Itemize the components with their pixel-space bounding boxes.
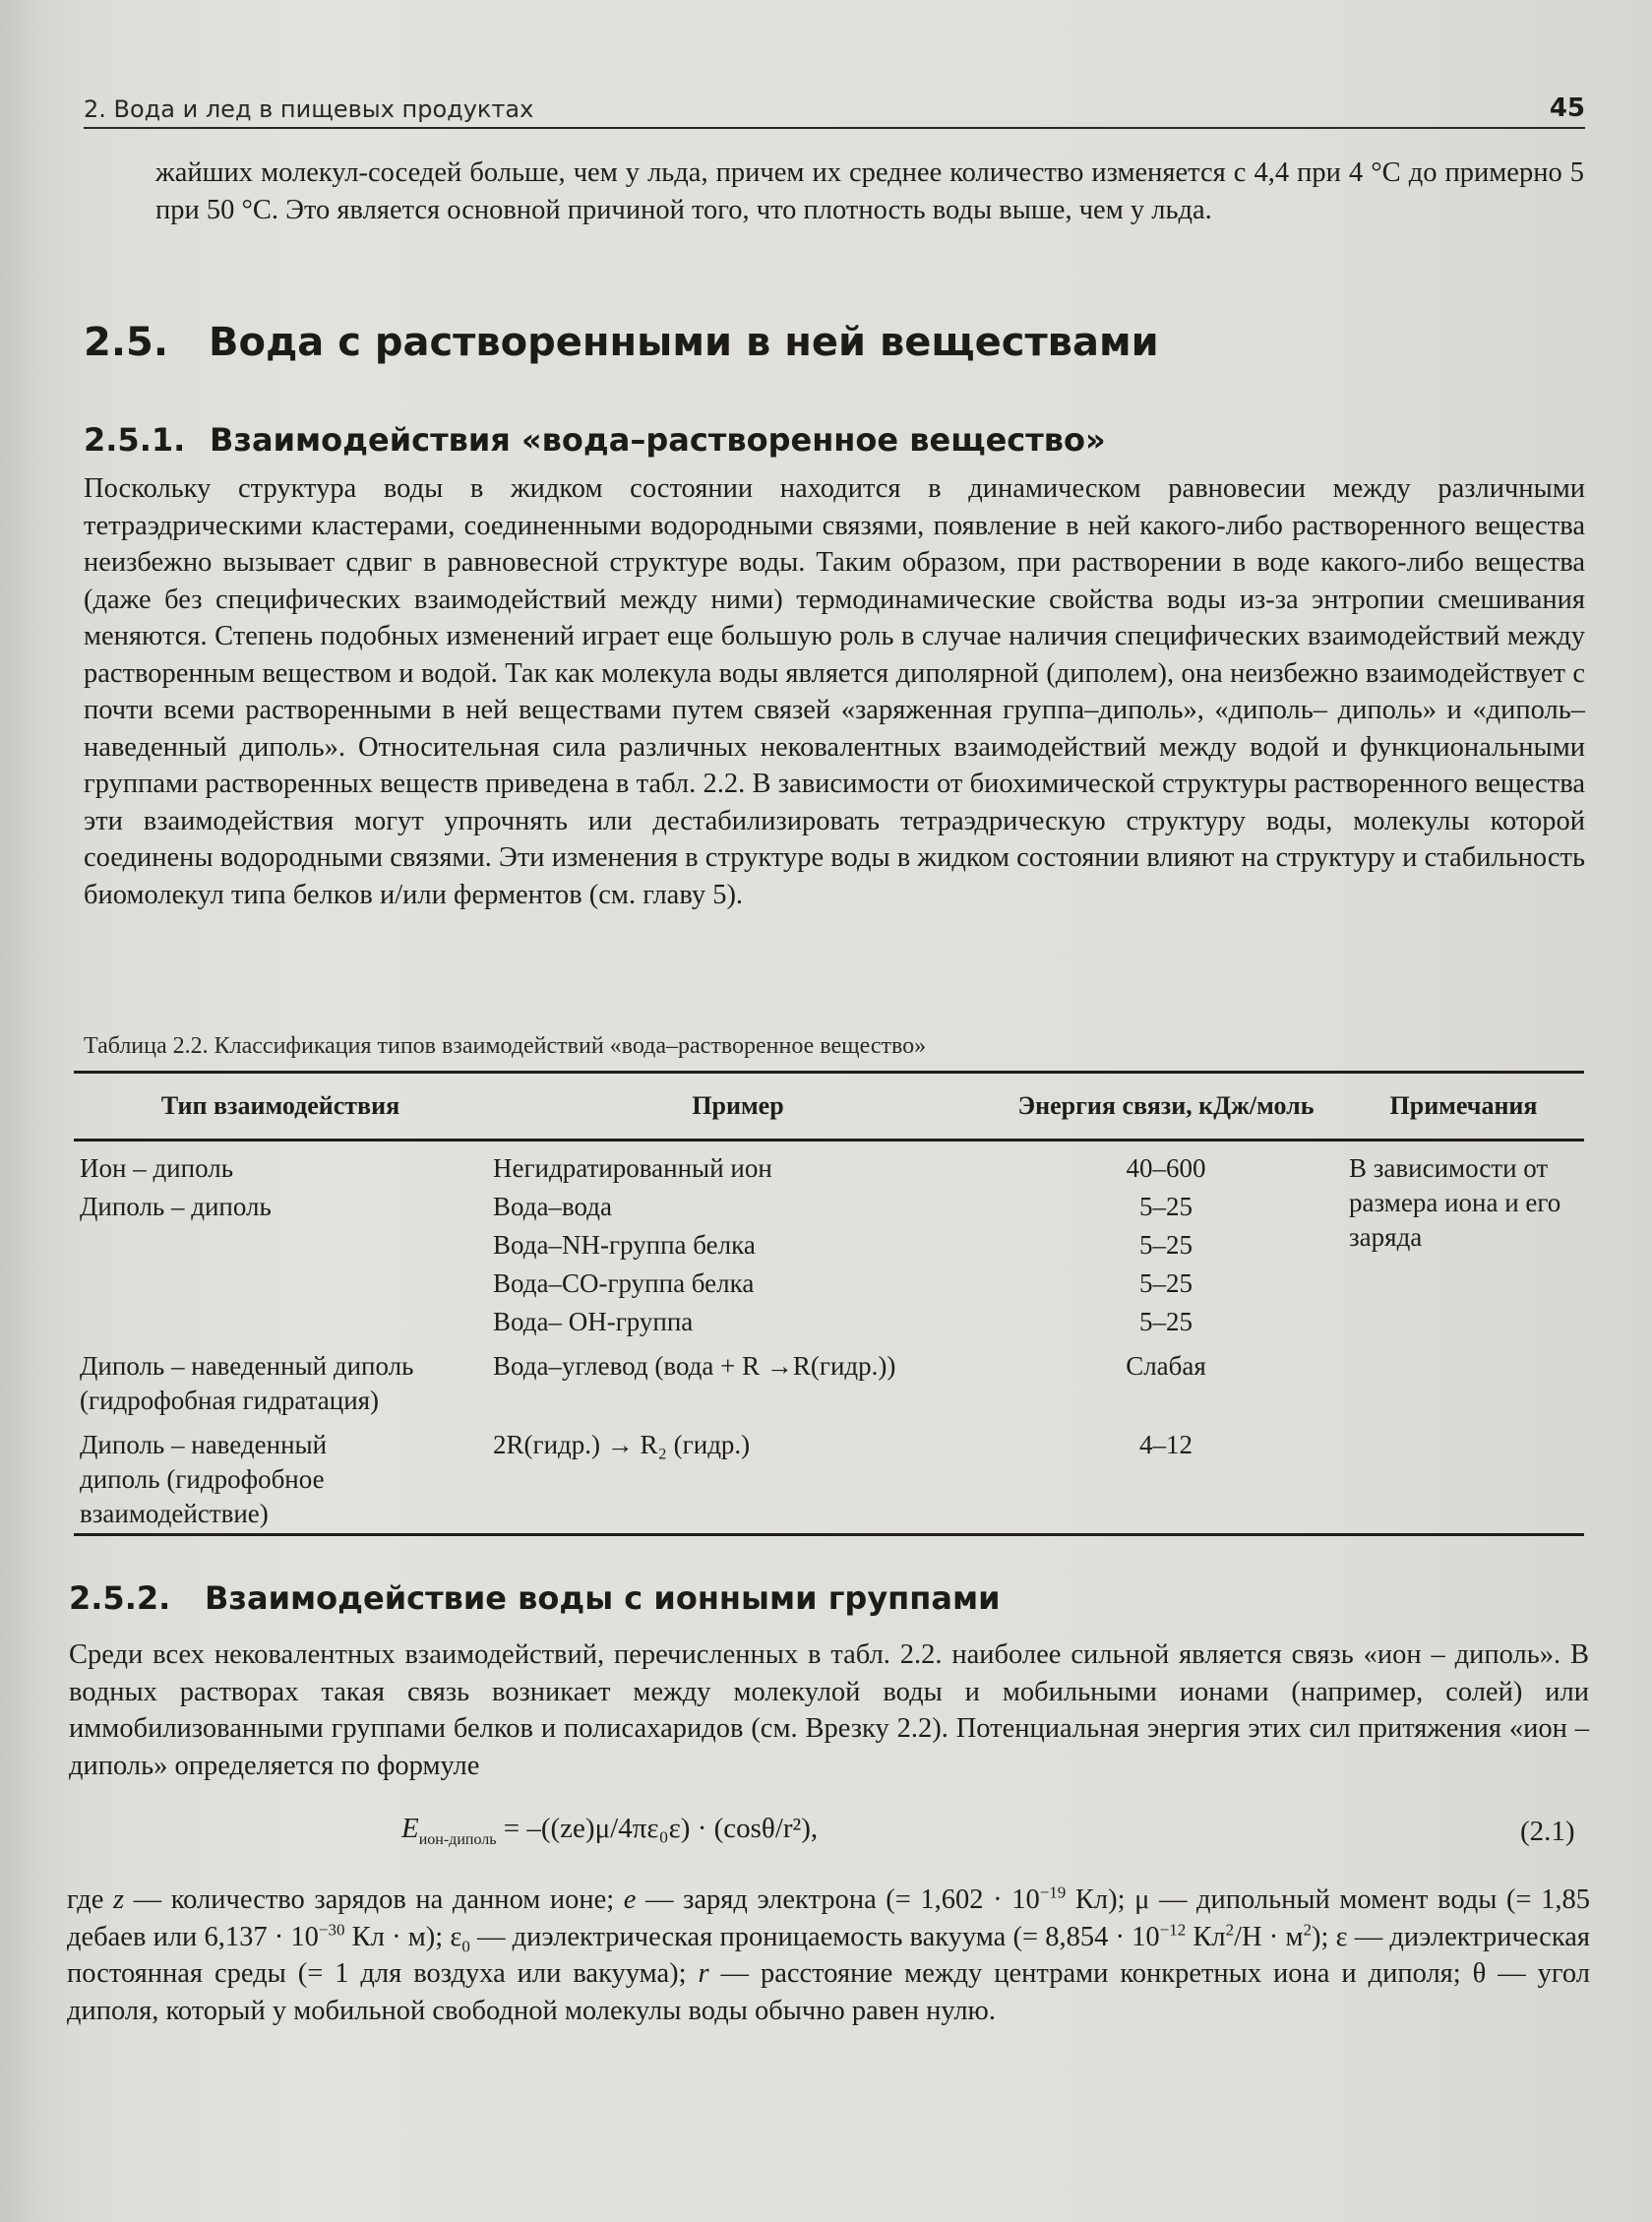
cell-energy: Слабая — [1126, 1351, 1206, 1381]
table-caption: Таблица 2.2. Классификация типов взаимодействий «вода–растворенное вещество» — [84, 1033, 927, 1059]
col-header-energy: Энергия связи, кДж/моль — [1017, 1091, 1315, 1120]
cell-energy: 5–25 — [1139, 1230, 1193, 1260]
cell-note: В зависимости от размера иона и его заряда — [1349, 1153, 1561, 1252]
section-2-5-1-paragraph: Поскольку структура воды в жидком состоянии находится в динамическом равновесии между различными тетраэдрическими кластерами, соединенными водородными связями, появление в ней какого-либо растворенного вещества неизбежно вызывает сдвиг в равновесной структуре воды. Таким образом, при растворении в воде какого-либо вещества (даже без специфических взаимодействий между ними) термодинамические свойства воды из-за энтропии смешивания меняются. Степень подобных изменений играет еще большую роль в случае наличия специфических взаимодействий между растворенным веществом и водой. Так как молекула воды является диполярной (диполем), она неизбежно взаимодействует с почти всеми растворенными в ней веществами путем связей «заряженная группа–диполь», «диполь– диполь» и «диполь–наведенный диполь». Относительная сила различных нековалентных взаимодействий между водой и функциональными группами растворенных веществ приведена в табл. 2.2. В зависимости от биохимической структуры растворенного вещества эти взаимодействия могут упрочнять или дестабилизировать тетраэдрическую структуру воды, молекулы которой соединены водородными связями. Эти изменения в структуре воды в жидком состоянии влияют на структуру и стабильность биомолекул типа белков и/или ферментов (см. главу 5). — [84, 473, 1585, 910]
cell-energy: 5–25 — [1139, 1268, 1193, 1298]
cell-type: Диполь – наведенный диполь (гидрофобная гидратация) — [80, 1351, 414, 1415]
section-2-5-heading — [84, 320, 1159, 365]
cell-type: Диполь – диполь — [80, 1192, 272, 1221]
interaction-types-table — [74, 1071, 1584, 1536]
cell-example: Вода–NH-группа белка — [493, 1230, 756, 1260]
cell-note — [1343, 1420, 1584, 1535]
cell-example: 2R(гидр.) → R₂ (гидр.) — [493, 1430, 751, 1459]
cell-type: Ион – диполь — [80, 1153, 234, 1183]
cell-example: Негидратированный ион — [493, 1153, 772, 1183]
cell-type — [74, 1226, 487, 1265]
formula-rhs: = –((ze)μ/4πε₀ε) · (cosθ/r²), — [503, 1813, 819, 1844]
cell-note — [1343, 1341, 1584, 1420]
col-header-example: Пример — [692, 1091, 784, 1120]
table-row — [74, 1341, 1584, 1420]
section-2-5-1-heading — [84, 421, 1106, 459]
subsection-title: Взаимодействия «вода–растворенное вещество» — [210, 421, 1106, 459]
running-head — [84, 93, 1585, 129]
subsection-number: 2.5.2. — [69, 1579, 171, 1617]
cell-example: Вода–вода — [493, 1192, 612, 1221]
section-2-5-2-paragraph: Среди всех нековалентных взаимодействий, перечисленных в табл. 2.2. наиболее сильной является связь «ион – диполь». В водных растворах такая связь возникает между молекулой воды и мобильными ионами (например, солей) или иммобилизованными группами белков и полисахаридов (см. Врезку 2.2). Потенциальная энергия этих сил притяжения «ион – диполь» определяется по формуле — [69, 1639, 1589, 1781]
col-header-notes: Примечания — [1389, 1091, 1538, 1120]
cell-energy: 4–12 — [1139, 1430, 1193, 1459]
cell-type: Диполь – наведенный диполь (гидрофобное взаимодействие) — [80, 1430, 328, 1528]
cell-type — [74, 1303, 487, 1341]
cell-example: Вода–CO-группа белка — [493, 1268, 755, 1298]
table-row — [74, 1141, 1584, 1189]
cell-type — [74, 1265, 487, 1303]
section-title: Вода с растворенными в ней веществами — [209, 320, 1159, 365]
formula-lhs: E — [401, 1813, 419, 1844]
formula-subscript: ион-диполь — [418, 1830, 497, 1848]
section-number: 2.5. — [84, 320, 169, 365]
table-row — [74, 1420, 1584, 1535]
cell-example: Вода– OH-группа — [493, 1307, 694, 1336]
page-number: 45 — [1549, 93, 1585, 123]
formula-number: (2.1) — [1520, 1816, 1575, 1847]
definitions-paragraph: где z — количество зарядов на данном ионе; e — заряд электрона (= $1,602 \cdot 10^{-19}$ Кл); μ — дипольный момент воды (= 1,85 дебаев или $6,137 \cdot 10^{-30}$ Кл · м); $\varepsilon_0$ — диэлектрическая проницаемость вакуума (= $8,854 \cdot 10^{-12}$ $Кл^2/Н \cdot м^2$); ε — диэлектрическая постоянная среды (= 1 для воздуха или вакуума); r — расстояние между центрами конкретных иона и диполя; θ — угол диполя, который у мобильной свободной молекулы воды обычно равен нулю. — [67, 1883, 1591, 2026]
ion-dipole-formula — [401, 1813, 819, 1848]
table-header-row — [74, 1073, 1584, 1141]
cell-energy: 40–600 — [1126, 1153, 1206, 1183]
subsection-number: 2.5.1. — [84, 421, 186, 459]
chapter-title: 2. Вода и лед в пищевых продуктах — [84, 95, 534, 123]
subsection-title: Взаимодействие воды с ионными группами — [205, 1579, 1001, 1617]
cell-example: Вода–углевод (вода + R →R(гидр.)) — [493, 1351, 896, 1381]
section-2-5-2-heading — [69, 1579, 1001, 1617]
col-header-type: Тип взаимодействия — [160, 1091, 400, 1120]
cell-energy: 5–25 — [1139, 1307, 1193, 1336]
intro-paragraph: жайших молекул-соседей больше, чем у льда, причем их среднее количество изменяется с 4,4 при 4 °С до примерно 5 при 50 °С. Это является основной причиной того, что плотность воды выше, чем у льда. — [155, 157, 1584, 225]
cell-energy: 5–25 — [1139, 1192, 1193, 1221]
